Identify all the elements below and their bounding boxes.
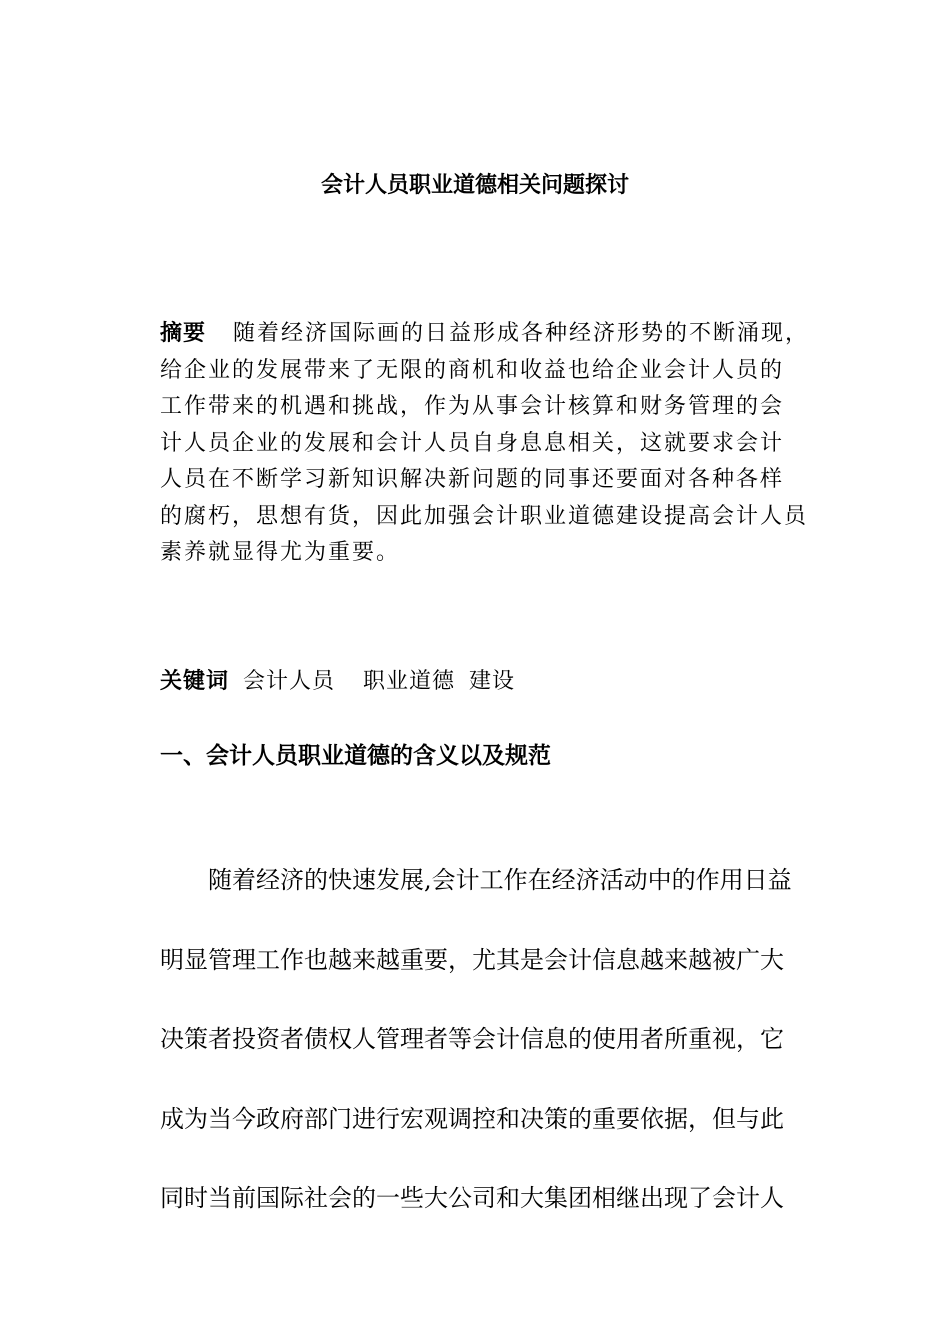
abstract-line: 的腐朽，思想有货，因此加强会计职业道德建设提高会计人员: [160, 503, 809, 529]
body-paragraph: [160, 862, 850, 1260]
document-title: 会计人员职业道德相关问题探讨: [320, 173, 629, 198]
body-line: 成为当今政府部门进行宏观调控和决策的重要依据，但与此: [160, 1104, 784, 1133]
body-line: 明显管理工作也越来越重要，尤其是会计信息越来越被广大: [160, 945, 784, 974]
abstract-line: 计人员企业的发展和会计人员自身息息相关，这就要求会计: [160, 430, 785, 456]
body-line: 同时当前国际社会的一些大公司和大集团相继出现了会计人: [160, 1184, 784, 1212]
section-heading: 一、会计人员职业道德的含义以及规范: [160, 742, 551, 769]
abstract-line: 素养就显得尤为重要。: [160, 540, 401, 565]
abstract-line: 工作带来的机遇和挑战，作为从事会计核算和财务管理的会: [160, 394, 785, 419]
abstract-text: 随着经济国际画的日益形成各种经济形势的不断涌现，: [233, 321, 810, 346]
abstract-block: [160, 316, 860, 572]
body-line: 决策者投资者债权人管理者等会计信息的使用者所重视，它: [160, 1025, 784, 1053]
keywords-line: [160, 664, 515, 700]
abstract-label: 摘要: [160, 321, 207, 346]
body-line: 随着经济的快速发展,会计工作在经济活动中的作用日益: [208, 866, 792, 894]
keywords-label: 关键词: [160, 669, 230, 694]
keyword: 会计人员: [243, 669, 336, 694]
abstract-line: [160, 316, 860, 353]
keyword: 职业道德: [363, 669, 456, 694]
abstract-line: 人员在不断学习新知识解决新问题的同事还要面对各种各样: [160, 467, 785, 492]
abstract-line: 给企业的发展带来了无限的商机和收益也给企业会计人员的: [160, 357, 785, 383]
keyword: 建设: [469, 669, 516, 694]
